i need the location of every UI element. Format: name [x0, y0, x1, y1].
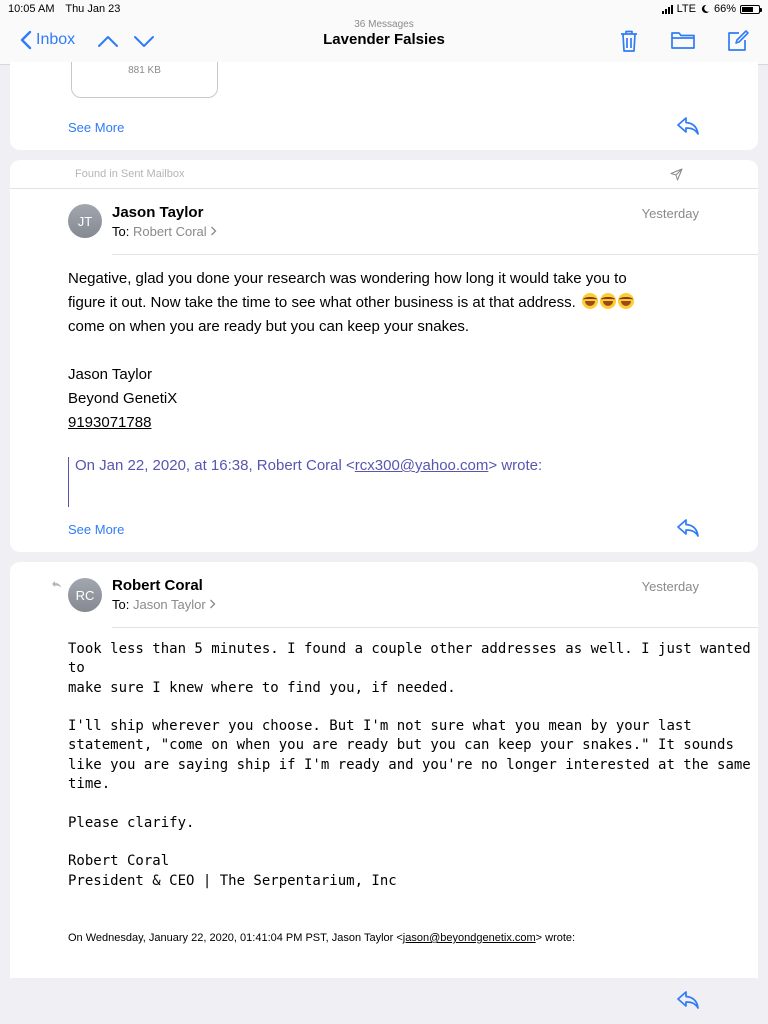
back-label: Inbox [36, 31, 76, 48]
back-to-inbox-button[interactable] [20, 30, 75, 50]
signature-title: President & CEO | The Serpentarium, Inc [68, 872, 397, 889]
recipient-name: Jason Taylor [132, 597, 206, 612]
folder-icon[interactable] [670, 29, 696, 51]
status-time: 10:05 AM [8, 3, 55, 15]
sender-name[interactable]: Robert Coral [112, 577, 203, 594]
trash-icon[interactable] [618, 29, 640, 53]
carrier-label: LTE [676, 3, 696, 15]
signature-name: Jason Taylor [68, 366, 152, 383]
reply-icon[interactable] [676, 116, 700, 136]
attachment-thumbnail[interactable] [71, 62, 218, 98]
quoted-email-link[interactable]: jason@beyondgenetix.com [402, 932, 536, 944]
body-line: Please clarify. [68, 814, 195, 831]
avatar: RC [68, 578, 102, 612]
body-line: Negative, glad you done your research was wondering how long it would take you to [68, 270, 627, 287]
message-date: Yesterday [641, 206, 699, 221]
replied-indicator-icon [51, 580, 62, 589]
header-divider [112, 254, 758, 255]
body-line: Took less than 5 minutes. I found a couple other addresses as well. I just wanted to [68, 641, 751, 677]
bottom-toolbar [0, 978, 768, 1024]
status-bar [0, 0, 768, 18]
see-more-link[interactable]: See More [68, 522, 125, 537]
signature-company: Beyond GenetiX [68, 390, 178, 407]
quoted-header: On Wednesday, January 22, 2020, 01:41:04 PM PST, Jason Taylor <jason@beyondgenetix.com> wrote: [68, 932, 576, 944]
compose-icon[interactable] [726, 29, 750, 53]
chevron-left-icon [20, 30, 32, 50]
reply-icon[interactable] [676, 518, 700, 538]
laughing-emoji-icon [618, 293, 634, 309]
reply-icon[interactable] [676, 990, 700, 1010]
navigation-bar [0, 18, 768, 65]
signature-name: Robert Coral [68, 853, 170, 870]
chevron-right-icon [210, 226, 217, 236]
battery-fill [742, 7, 753, 12]
recipient-line[interactable] [112, 597, 216, 612]
header-divider [112, 627, 758, 628]
body-line: statement, "come on when you are ready but you can keep your snakes." It sounds [68, 737, 734, 754]
attachment-size: 881 KB [128, 65, 161, 76]
message-card-robert [10, 562, 758, 978]
to-label: To: [112, 597, 130, 612]
chevron-right-icon [209, 599, 216, 609]
message-card-previous [10, 62, 758, 150]
avatar: JT [68, 204, 102, 238]
to-label: To: [112, 224, 130, 239]
body-line: come on when you are ready but you can keep your snakes. [68, 318, 470, 335]
battery-percent: 66% [713, 3, 736, 15]
see-more-link[interactable]: See More [68, 120, 125, 135]
message-card-jason [10, 160, 758, 552]
battery-icon [740, 5, 760, 14]
body-line: time. [68, 776, 111, 793]
recipient-name: Robert Coral [132, 224, 207, 239]
body-line: I'll ship wherever you choose. But I'm not sure what you mean by your last [68, 718, 692, 735]
message-count: 36 Messages [354, 19, 414, 30]
quoted-header: On Jan 22, 2020, at 16:38, Robert Coral <rcx300@yahoo.com> wrote: [68, 457, 542, 507]
recipient-line[interactable] [112, 224, 217, 239]
mailbox-origin-label: Found in Sent Mailbox [75, 168, 185, 180]
message-body [68, 640, 758, 891]
body-line: like you are saying ship if I'm ready and you're no longer interested at the same [68, 756, 751, 773]
quoted-email-link[interactable]: rcx300@yahoo.com [354, 457, 489, 474]
laughing-emoji-icon [600, 293, 616, 309]
signature-phone[interactable]: 9193071788 [68, 414, 152, 431]
body-line-with-emoji: figure it out. Now take the time to see what other business is at that address. [68, 291, 634, 315]
sender-name[interactable]: Jason Taylor [112, 204, 204, 221]
laughing-emoji-icon [582, 293, 598, 309]
sent-mailbox-icon [670, 168, 683, 181]
next-message-icon[interactable] [133, 31, 155, 51]
section-divider [10, 188, 758, 189]
message-date: Yesterday [641, 579, 699, 594]
status-date: Thu Jan 23 [65, 3, 121, 15]
cellular-signal-icon [662, 5, 673, 14]
body-line: make sure I knew where to find you, if needed. [68, 679, 456, 696]
thread-subject: Lavender Falsies [323, 31, 445, 48]
message-body [68, 267, 634, 435]
previous-message-icon[interactable] [97, 31, 119, 51]
moon-icon [700, 4, 710, 14]
